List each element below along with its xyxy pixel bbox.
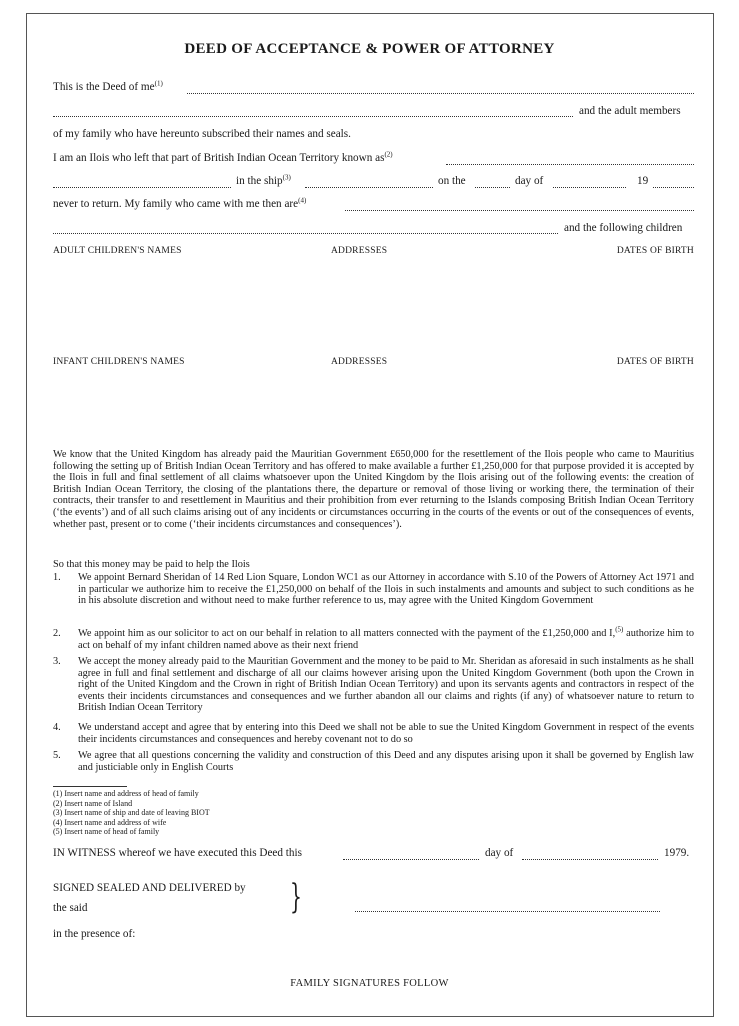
wife-blank[interactable]: [345, 210, 694, 211]
adult-children-addresses-header: ADDRESSES: [331, 246, 388, 256]
clause-3: 3. We accept the money already paid to the Mauritian Government and the money to be paid to Mr. Sheridan as aforesaid in such instalments as he shall agree in full and final settlement and discharge of all our claims however arising upon the United Kingdom Government (both upon the Crown in right of the United Kingdom and the Crown in right of British Indian Ocean Territory) and upon its servants agents and contractors in respect of the events their incidents circumstances and consequences and we further abandon all our claims and rights (if any) of whatsoever nature to return to British Indian Ocean Territory: [53, 656, 694, 714]
witness-month-blank[interactable]: [522, 859, 658, 860]
document-title: DEED OF ACCEPTANCE & POWER OF ATTORNEY: [184, 41, 555, 57]
clause-5: 5. We agree that all questions concerning the validity and construction of this Deed and any disputes arising upon it shall be governed by English law and justiciable only in English Courts: [53, 750, 694, 773]
island-blank[interactable]: [446, 164, 694, 165]
intro-line-4: I am an Ilois who left that part of British Indian Ocean Territory known $as^{(2)}$: [53, 150, 393, 164]
intro-line-3: of my family who have hereunto subscribed their names and seals.: [53, 128, 351, 140]
island-continued-blank[interactable]: [53, 187, 231, 188]
witness-prefix: IN WITNESS whereof we have executed this Deed this: [53, 847, 302, 859]
on-the-label: on the: [438, 175, 466, 187]
intro-line-2-suffix: and the adult members: [579, 105, 681, 117]
footnote-rule: [53, 786, 127, 787]
presence-label: in the presence of:: [53, 928, 136, 940]
year-blank[interactable]: [653, 187, 694, 188]
wife-address-blank[interactable]: [53, 233, 558, 234]
ship-name-blank[interactable]: [305, 187, 433, 188]
in-the-ship-label: in the ship$^{(3)}$: [236, 173, 291, 187]
main-paragraph: We know that the United Kingdom has already paid the Mauritian Government £650,000 for the resettlement of the Ilois people who came to Mauritius following the setting up of British Indian Ocean Territory and has offered to make available a further £1,250,000 for that purpose provided it is accepted by the Ilois in full and final settlement of all claims whatsoever upon the United Kingdom by the Ilois arising out of the following events: the creation of British Indian Ocean Territory, the closing of the plantations there, the departure or removal of those living or working there, the termination of their contracts, their transfer to and resettlement in Mauritius and their prohibition from ever returning to the Islands composing British Indian Ocean Territory (‘the events’) and of all such claims arising out of any incidents or circumstances occurring in the courts of the events or out of the consequences of events, whether past, present or to come (‘their incidents circumstances and consequences’).: [53, 449, 694, 530]
intro-line-7-suffix: and the following children: [564, 222, 683, 234]
adult-children-names-header: ADULT CHILDREN'S NAMES: [53, 246, 182, 256]
adult-children-dates-header: DATES OF BIRTH: [616, 246, 694, 256]
clause-2: 2. We appoint him as our solicitor to act on our behalf in relation to all matters connected with the payment of the £1,250,000 and I,$^{(5)}$ authorize him to act on behalf of my infant children named above as their next friend: [53, 625, 695, 651]
month-blank[interactable]: [553, 187, 626, 188]
address-blank[interactable]: [53, 116, 573, 117]
intro-line-1: This is the Deed of $me^{(1)}$: [53, 79, 163, 93]
intro-line-6: never to return. My family who came with me then are$^{(4)}$: [53, 196, 307, 210]
footnote-5: (5) Insert name of head of family: [53, 827, 160, 837]
infant-children-names-header: INFANT CHILDREN'S NAMES: [53, 357, 185, 367]
witness-year: 1979.: [664, 847, 690, 859]
clause-1: 1. We appoint Bernard Sheridan of 14 Red Lion Square, London WC1 as our Attorney in accordance with S.10 of the Powers of Attorney Act 1971 and in particular we authorize him to receive the £1,250,000 on behalf of the Ilois in such instalments and amounts and subject to such conditions as he in his absolute discretion and without need to make further reference to us, may agree with the United Kingdom Government: [53, 572, 694, 607]
family-signatures-footer: FAMILY SIGNATURES FOLLOW: [290, 978, 449, 989]
infant-children-addresses-header: ADDRESSES: [331, 357, 388, 367]
year-prefix: 19: [637, 175, 649, 187]
footnote-3: (3) Insert name of ship and date of leaving BIOT: [53, 808, 210, 818]
the-said-label: the said: [53, 902, 88, 914]
signature-blank[interactable]: [355, 911, 660, 912]
day-blank[interactable]: [475, 187, 510, 188]
infant-children-dates-header: DATES OF BIRTH: [616, 357, 694, 367]
footnotes: [53, 789, 210, 837]
footnote-1: (1) Insert name and address of head of family: [53, 789, 199, 798]
clause-4: 4. We understand accept and agree that by entering into this Deed we shall not be able to sue the United Kingdom Government in respect of the events their incidents circumstances and consequences and hereby covenant not to do so: [53, 722, 694, 745]
witness-day-blank[interactable]: [343, 859, 479, 860]
so-that-line: So that this money may be paid to help the Ilois: [53, 559, 250, 570]
footnote-4: (4) Insert name and address of wife: [53, 817, 167, 827]
brace-glyph: }: [290, 877, 302, 917]
head-of-family-blank[interactable]: [187, 93, 694, 94]
footnote-2: (2) Insert name of Island: [53, 798, 133, 808]
signed-sealed-label: SIGNED SEALED AND DELIVERED by: [53, 882, 246, 894]
day-of-label: day of: [515, 175, 544, 187]
witness-day-of-label: day of: [485, 847, 514, 859]
